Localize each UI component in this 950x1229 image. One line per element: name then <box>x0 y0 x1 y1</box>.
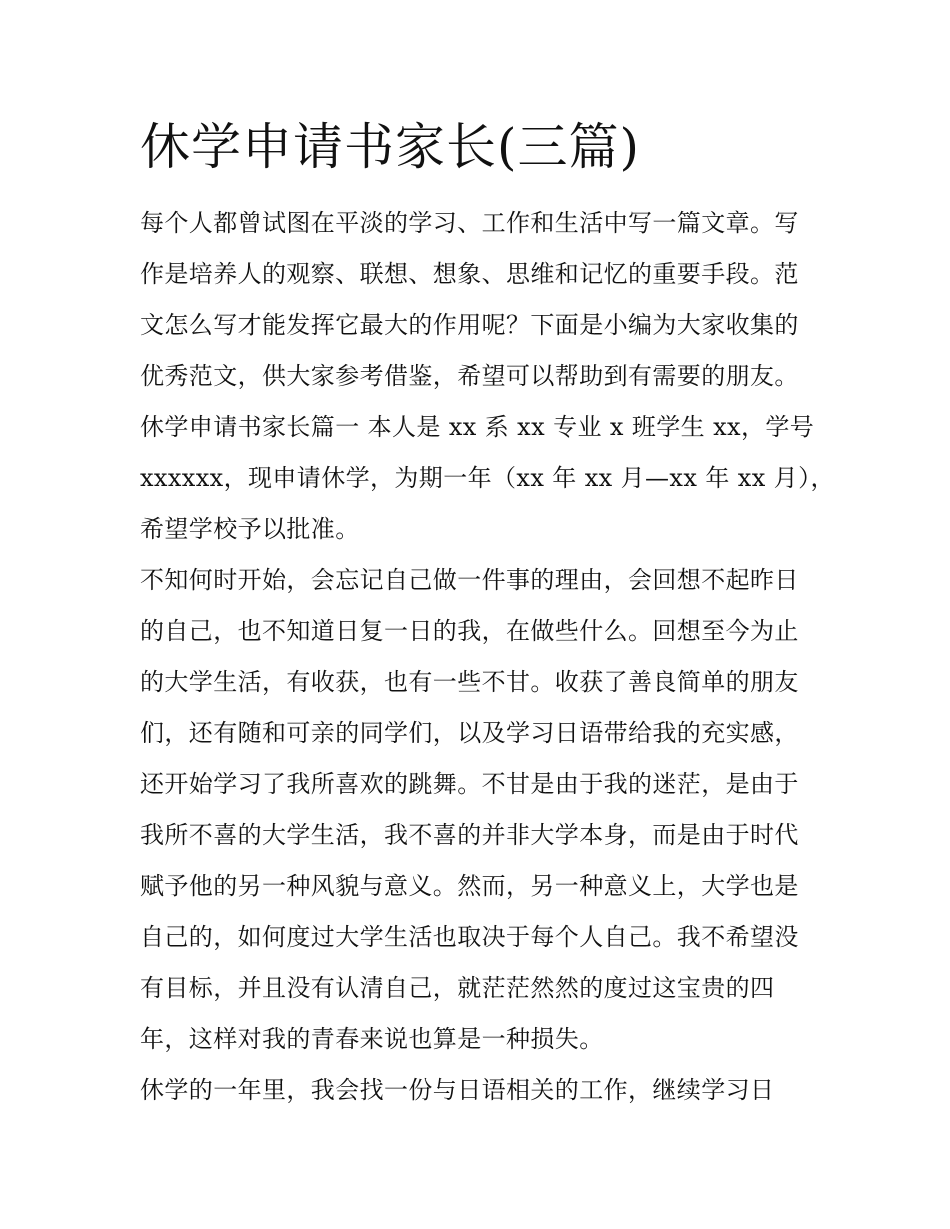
body-line: 我所不喜的大学生活，我不喜的并非大学本身，而是由于时代 <box>140 821 799 849</box>
body-line: 年，这样对我的青春来说也算是一种损失。 <box>140 1025 604 1053</box>
body-line: 文怎么写才能发挥它最大的作用呢？下面是小编为大家收集的 <box>140 311 799 339</box>
body-line: 每个人都曾试图在平淡的学习、工作和生活中写一篇文章。写 <box>140 209 799 237</box>
body-line: 作是培养人的观察、联想、想象、思维和记忆的重要手段。范 <box>140 260 799 288</box>
body-line: 优秀范文，供大家参考借鉴，希望可以帮助到有需要的朋友。 <box>140 362 799 390</box>
body-line: 的大学生活，有收获，也有一些不甘。收获了善良简单的朋友 <box>140 668 799 696</box>
body-line: 还开始学习了我所喜欢的跳舞。不甘是由于我的迷茫，是由于 <box>140 770 799 798</box>
body-line: 赋予他的另一种风貌与意义。然而，另一种意义上，大学也是 <box>140 872 799 900</box>
body-line: 休学的一年里，我会找一份与日语相关的工作，继续学习日 <box>140 1076 775 1104</box>
body-line: 休学申请书家长篇一 本人是 xx 系 xx 专业 x 班学生 xx，学号 <box>140 413 815 441</box>
body-line: xxxxxx，现申请休学，为期一年（xx 年 xx 月—xx 年 xx 月）， <box>140 464 835 492</box>
document-title: 休学申请书家长(三篇) <box>140 118 641 176</box>
body-line: 希望学校予以批准。 <box>140 515 360 543</box>
body-line: 们，还有随和可亲的同学们，以及学习日语带给我的充实感， <box>140 719 799 747</box>
body-line: 的自己，也不知道日复一日的我，在做些什么。回想至今为止 <box>140 617 799 645</box>
body-line: 有目标，并且没有认清自己，就茫茫然然的度过这宝贵的四 <box>140 974 775 1002</box>
body-line: 不知何时开始，会忘记自己做一件事的理由，会回想不起昨日 <box>140 566 799 594</box>
body-line: 自己的，如何度过大学生活也取决于每个人自己。我不希望没 <box>140 923 799 951</box>
document-body <box>140 198 835 1116</box>
